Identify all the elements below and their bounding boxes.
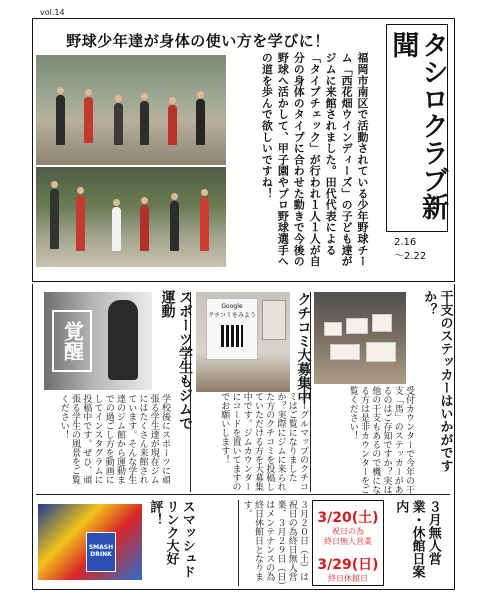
- lead-headline: 野球少年達が身体の使い方を学びに！: [66, 32, 330, 50]
- player-head: [171, 193, 178, 200]
- player-head: [115, 95, 122, 102]
- team-photo-training: [36, 167, 226, 267]
- athlete-figure: [108, 300, 138, 380]
- masthead-box: [386, 24, 448, 232]
- calendar-stand: [262, 300, 286, 340]
- sticker-item: [366, 342, 396, 362]
- player-figure: [56, 95, 65, 145]
- closure-body: ３月２０日（土）は祝日の為終日無人営業、３月２９日（日）はメンテナンスの為終日休館日となります。: [241, 500, 308, 586]
- player-head: [113, 199, 120, 206]
- smash-drink-can: SMASH DRINK: [86, 532, 116, 572]
- player-figure: [168, 105, 177, 145]
- column-divider: [238, 500, 239, 586]
- sports-body: 学校後にスポーツに頑張る学生達が現在ジムにはたくさん来館されています。そんな学生達のジム館から運動までの過ごし方を動画にしてインスタグラムに投稿中です。ぜひ、頑張る学生の風景をご覧ください！: [58, 394, 170, 484]
- sticker-item: [346, 318, 368, 334]
- issue-volume: vol.14: [40, 8, 65, 17]
- sports-title: スポーツ学生もジムで運動: [159, 290, 193, 430]
- player-head: [141, 93, 148, 100]
- player-figure: [114, 103, 123, 145]
- coach-figure: [200, 197, 209, 251]
- coach-head: [85, 89, 92, 96]
- player-figure: [112, 207, 121, 251]
- closure-date-1: 3/20(土): [317, 510, 379, 526]
- sticker-item: [372, 314, 392, 332]
- coach-head: [77, 187, 84, 194]
- team-photo-group: [36, 55, 226, 165]
- closure-title: ３月無人営業・休館日案内: [393, 500, 441, 578]
- google-review-card-text: Google クチコミをみよう: [208, 303, 256, 319]
- coach-figure: [76, 195, 85, 251]
- player-head: [169, 97, 176, 104]
- sticker-item: [324, 322, 342, 336]
- player-figure: [170, 201, 179, 251]
- kuchikomi-title: クチコミ大募集中: [295, 292, 312, 404]
- coach-head: [201, 189, 208, 196]
- closure-date-2: 3/29(日): [317, 556, 379, 573]
- coach-head: [51, 181, 58, 188]
- smash-drink-title: スマッシュドリンク大好評！: [147, 500, 195, 578]
- player-head: [57, 87, 64, 94]
- google-review-card: [206, 298, 258, 360]
- sports-image-caption: 覚醒: [52, 310, 92, 372]
- qr-code-icon: [221, 325, 243, 347]
- closure-note-1: 祝日の為 終日無人営業: [324, 527, 372, 547]
- coach-figure: [84, 97, 93, 143]
- issue-date-range: 2.16 ～2.22: [394, 237, 427, 262]
- lead-body: 福岡市南区で活動されている少年野球チーム「西花畑ウインディーズ」の子ども達がジムに来館されました。田代代表による「タイプチェック」が行われ１人１人が自分の身体のタイプに合わせた動きで今後の野球へ活かして、甲子園やプロ野球選手への道を歩んで欲しいですね！: [260, 52, 369, 267]
- sticker-body: 受付カウンターで今年の干支「馬」のステッカーがあるのはご存知ですか？実は他の干支もあるので機になる方は是非カウンターをご覧ください！: [347, 386, 414, 494]
- masthead-title: タシロクラブ新聞: [387, 31, 448, 220]
- player-figure: [196, 99, 205, 145]
- kuchikomi-body: グーグルマップのクチコミはご覧になりましたか？実際にジムに来られた方のクチコミを投稿していただける方を大募集中です。ジムカウンターにコードを置いてますのでお願いします！: [219, 392, 308, 491]
- closure-schedule-card: [312, 500, 384, 586]
- closure-note-2: 終日休館日: [328, 573, 368, 583]
- sticker-item: [330, 344, 360, 360]
- sticker-title: 干支のステッカーはいかがですか？: [421, 290, 453, 472]
- player-figure: [140, 101, 149, 145]
- sticker-photo: [314, 292, 406, 384]
- player-figure: [140, 205, 149, 251]
- player-head: [197, 91, 204, 98]
- coach-figure: [50, 189, 59, 249]
- player-head: [141, 197, 148, 204]
